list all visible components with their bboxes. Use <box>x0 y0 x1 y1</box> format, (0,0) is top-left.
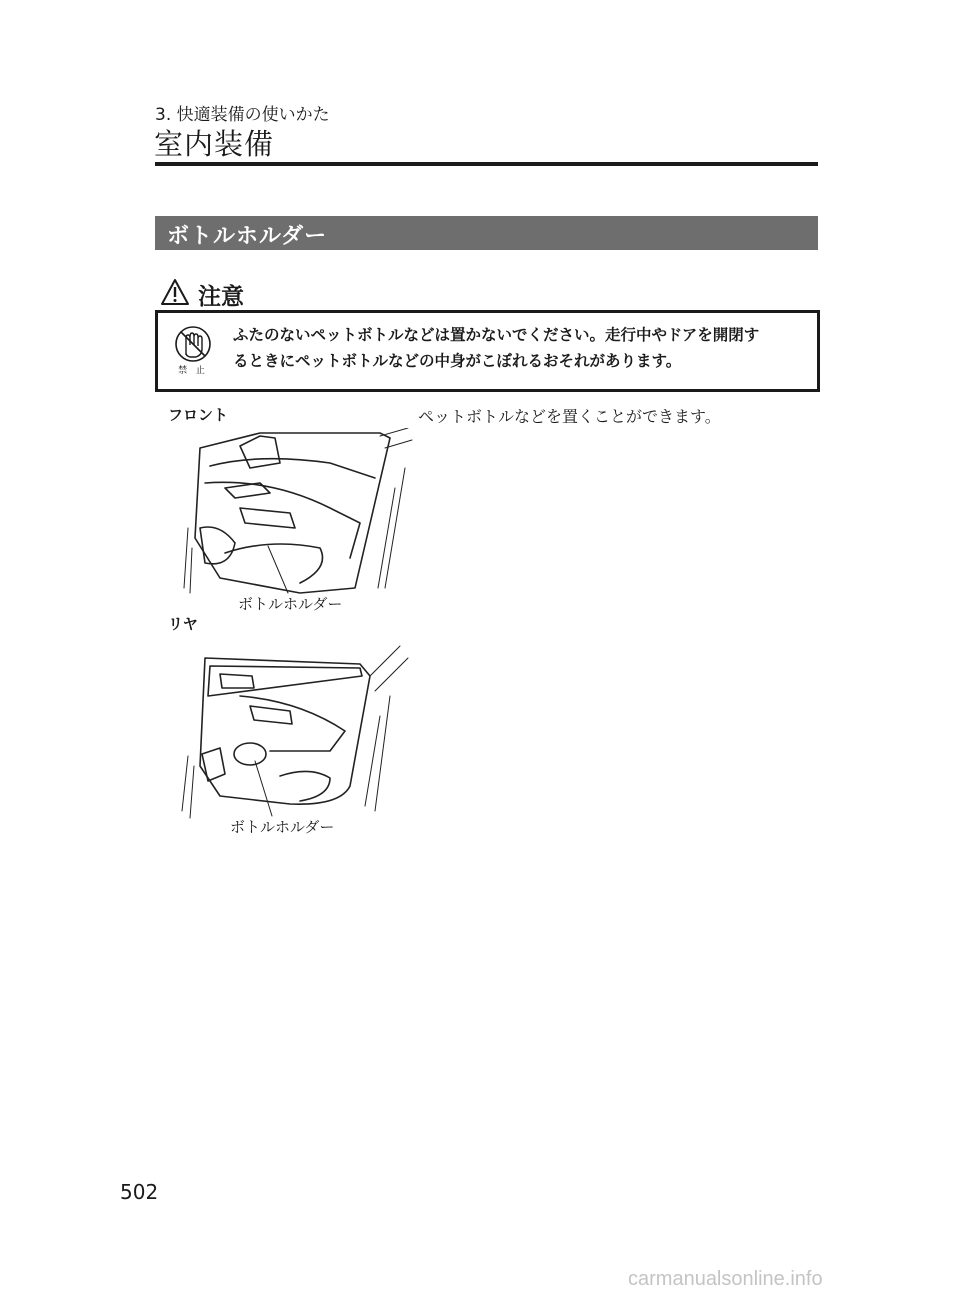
chapter-title: 3. 快適装備の使いかた <box>155 105 330 125</box>
front-figure-label: フロント <box>168 406 229 424</box>
topic-band <box>155 216 818 250</box>
rear-door-illustration <box>180 636 415 821</box>
caution-label: 注意 <box>198 284 244 310</box>
front-door-illustration <box>180 428 415 598</box>
page-number: 502 <box>120 1180 159 1204</box>
caution-text-line: ふたのないペットボトルなどは置かないでください。走行中やドアを開閉す <box>233 326 760 344</box>
caution-box <box>155 310 820 392</box>
prohibit-label: 禁 止 <box>178 366 208 376</box>
front-callout-label: ボトルホルダー <box>238 595 343 613</box>
section-title: 室内装備 <box>154 127 275 161</box>
warning-triangle-icon <box>160 278 190 306</box>
caution-text-line: るときにペットボトルなどの中身がこぼれるおそれがあります。 <box>233 352 682 370</box>
prohibit-hand-icon <box>170 325 216 363</box>
rear-figure-label: リヤ <box>168 615 198 633</box>
caution-text <box>233 322 808 374</box>
topic-title: ボトルホルダー <box>167 224 328 249</box>
rear-callout-label: ボトルホルダー <box>230 818 335 836</box>
watermark-text: carmanualsonline.info <box>628 1268 823 1290</box>
header-rule <box>155 162 818 166</box>
body-text: ペットボトルなどを置くことができます。 <box>418 407 721 426</box>
